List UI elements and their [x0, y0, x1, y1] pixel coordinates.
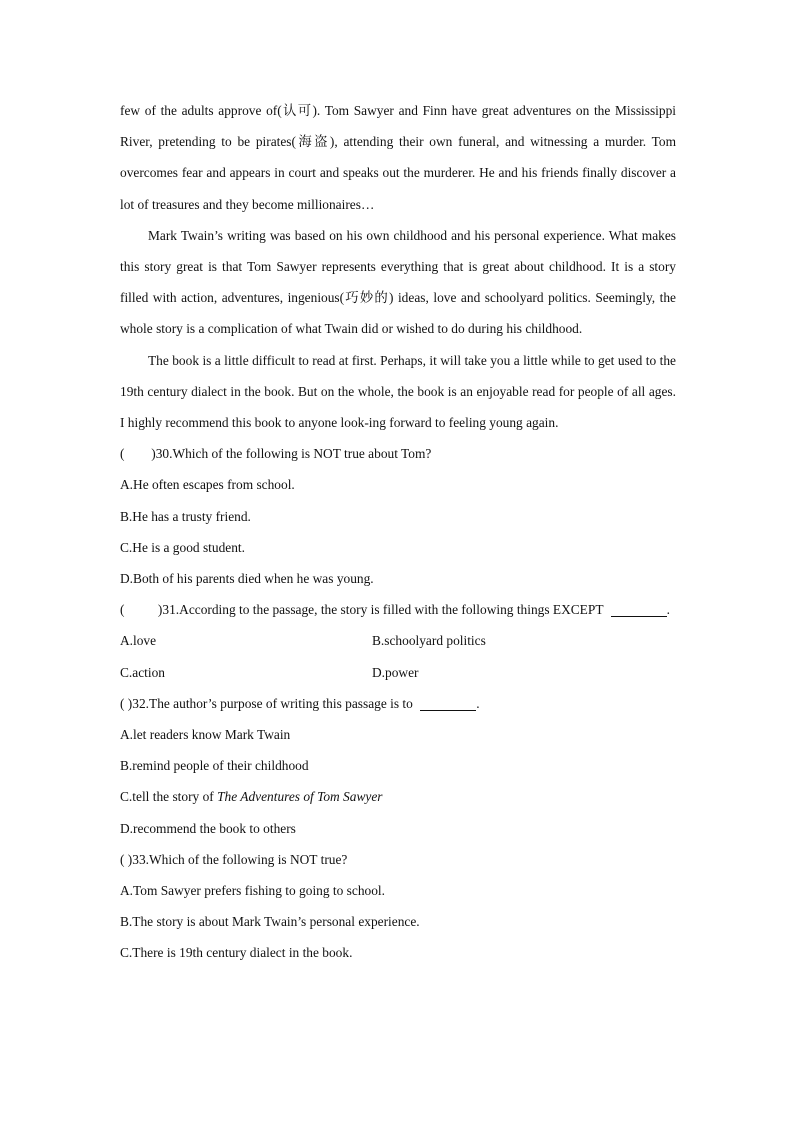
book-title: The Adventures of Tom Sawyer [217, 789, 383, 805]
question-30 [120, 438, 676, 469]
question-30-option-a: A.He often escapes from school. [120, 477, 295, 493]
answer-blank-31[interactable] [611, 602, 667, 617]
question-32: ( )32.The author’s purpose of writing this passage is to . [120, 695, 480, 711]
question-31: ( )31.According to the passage, the story is filled with the following things EXCEPT . [120, 594, 676, 625]
question-31-stem: 31.According to the passage, the story is filled with the following things EXCEPT [162, 602, 604, 618]
question-32-option-c-text: C.tell the story of [120, 789, 218, 805]
passage-paragraph-1: few of the adults approve of(认可). Tom Sawyer and Finn have great adventures on the Mississippi River, pretending to be pirates(海盗), attending their own funeral, and witnessing a murder. Tom overcomes fear and appears in court and speaks out the murderer. He and his friends finally discover a lot of treasures and they become millionaires… [120, 103, 676, 212]
question-31-option-b: B.schoolyard politics [372, 633, 486, 649]
question-32-option-b: B.remind people of their childhood [120, 758, 309, 774]
question-31-option-d: D.power [372, 664, 419, 680]
question-33-option-c: C.There is 19th century dialect in the book. [120, 945, 353, 961]
question-30-option-c: C.He is a good student. [120, 539, 245, 555]
question-33 [120, 844, 676, 875]
question-31-options-row-2 [120, 657, 676, 688]
passage-paragraph-3: The book is a little difficult to read at first. Perhaps, it will take you a little while to get used to the 19th century dialect in the book. But on the whole, the book is an enjoyable read for people of all ages. I highly recommend this book to anyone look-ing forward to feeling young again. [120, 352, 676, 431]
answer-blank-32[interactable] [420, 696, 476, 711]
question-32-option-d: D.recommend the book to others [120, 820, 296, 836]
question-30-option-b: B.He has a trusty friend. [120, 508, 251, 524]
question-33-option-b: B.The story is about Mark Twain’s personal experience. [120, 914, 420, 930]
question-33-option-a: A.Tom Sawyer prefers fishing to going to school. [120, 883, 385, 899]
question-31-option-c: C.action [120, 664, 165, 680]
question-33-stem: 33.Which of the following is NOT true? [132, 851, 348, 867]
document-page [120, 95, 676, 969]
question-32-option-c [120, 781, 676, 812]
answer-bracket-32[interactable]: ( ) [120, 695, 133, 711]
answer-bracket-30[interactable]: ( ) [120, 446, 156, 462]
question-30-stem: 30.Which of the following is NOT true about Tom? [155, 446, 432, 462]
question-32-option-a: A.let readers know Mark Twain [120, 727, 291, 743]
passage-paragraph-2: Mark Twain’s writing was based on his own childhood and his personal experience. What makes this story great is that Tom Sawyer represents everything that is great about childhood. It is a story filled with action, adventures, ingenious(巧妙的) ideas, love and schoolyard politics. Seemingly, the whole story is a complication of what Twain did or wished to do during his childhood. [120, 227, 676, 337]
answer-bracket-33[interactable]: ( ) [120, 851, 133, 867]
question-31-option-a: A.love [120, 633, 157, 649]
question-30-option-d: D.Both of his parents died when he was young. [120, 571, 374, 587]
answer-bracket-31[interactable]: ( ) [120, 602, 163, 618]
question-32-stem: 32.The author’s purpose of writing this passage is to [132, 695, 413, 711]
question-31-options-row-1 [120, 625, 676, 656]
